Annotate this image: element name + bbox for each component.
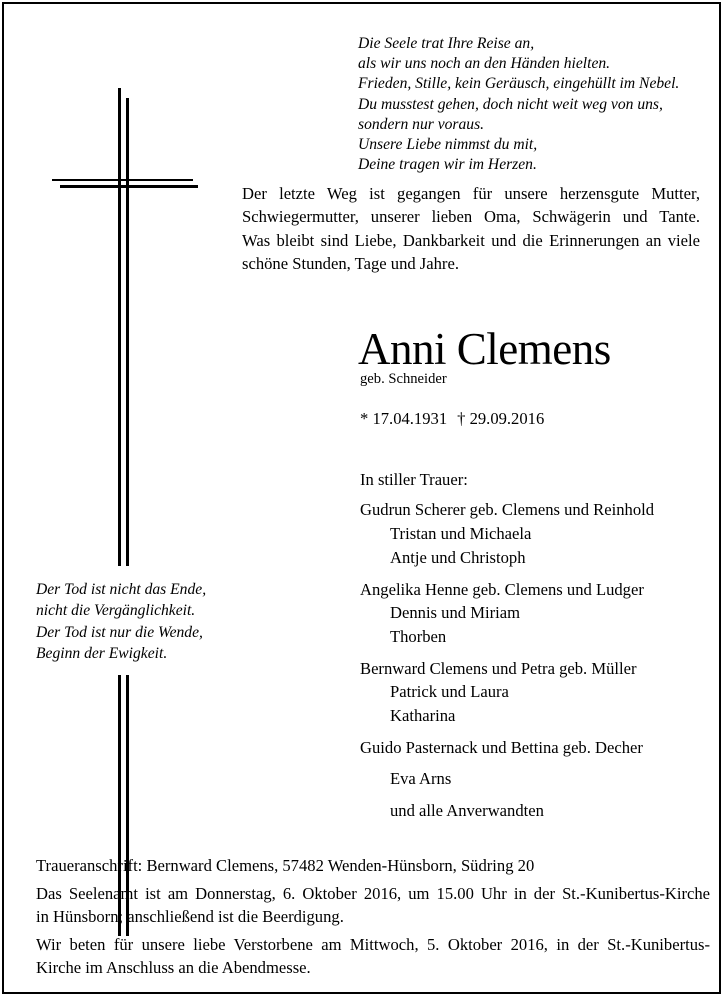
requiem-info — [36, 883, 710, 928]
deceased-name: Anni Clemens — [358, 324, 611, 374]
family-sub: Thorben — [390, 627, 447, 646]
poem-line: Die Seele trat Ihre Reise an, — [358, 35, 535, 52]
prayer-info — [36, 934, 710, 979]
poem-line: Deine tragen wir im Herzen. — [358, 156, 537, 174]
poem-line: sondern nur voraus. — [358, 115, 485, 133]
family-sub: Eva Arns — [390, 769, 452, 788]
poem-line: Unsere Liebe nimmst du mit, — [358, 136, 538, 154]
family-main: Guido Pasternack und Bettina geb. Decher — [360, 738, 643, 757]
poem-line: als wir uns noch an den Händen hielten. — [358, 55, 611, 73]
family-sub: Tristan und Michaela — [390, 524, 532, 543]
prayer-line: Kirche im Anschluss an die Abendmesse. — [36, 957, 311, 977]
intro-line: Der letzte Weg ist gegangen für unsere herzensgute Mutter, — [242, 184, 700, 203]
poem-line: Frieden, Stille, kein Geräusch, eingehüllt im Nebel. — [358, 75, 680, 93]
intro-line: schöne Stunden, Tage und Jahre. — [242, 254, 459, 274]
requiem-line: Das Seelenamt ist am Donnerstag, 6. Oktober 2016, um 15.00 Uhr in der St.-Kunibertus-Kirche — [36, 884, 710, 904]
family-sub: Katharina — [390, 706, 456, 725]
intro-line: Was bleibt sind Liebe, Dankbarkeit und die Erinnerungen an viele — [242, 230, 700, 250]
maiden-name: geb. Schneider — [360, 371, 447, 387]
quote — [36, 579, 206, 665]
quote-line: Der Tod ist nicht das Ende, — [36, 581, 207, 598]
family-main: Angelika Henne geb. Clemens und Ludger — [360, 580, 644, 599]
life-dates — [360, 409, 544, 429]
family-sub: Antje und Christoph — [390, 548, 526, 567]
poem — [358, 34, 679, 175]
death-date: † 29.09.2016 — [457, 409, 545, 428]
family-main: Bernward Clemens und Petra geb. Müller — [360, 659, 637, 678]
poem-line: Du musstest gehen, doch nicht weit weg von uns, — [358, 95, 663, 113]
family-main: Gudrun Scherer geb. Clemens und Reinhold — [360, 500, 655, 519]
intro-line: Schwiegermutter, unserer lieben Oma, Schwägerin und Tante. — [242, 207, 700, 227]
intro-paragraph — [242, 182, 700, 276]
family-sub: Patrick und Laura — [390, 682, 509, 701]
quote-line: nicht die Vergänglichkeit. — [36, 602, 196, 620]
prayer-line: Wir beten für unsere liebe Verstorbene am Mittwoch, 5. Oktober 2016, in der St.-Kunibertus- — [36, 935, 710, 955]
requiem-line: in Hünsborn; anschließend ist die Beerdigung. — [36, 906, 344, 926]
quote-line: Der Tod ist nur die Wende, — [36, 623, 203, 641]
family-sub: Dennis und Miriam — [390, 603, 520, 622]
family-sub: und alle Anverwandten — [390, 801, 544, 820]
birth-date: * 17.04.1931 — [360, 409, 448, 428]
footer — [36, 855, 710, 985]
mourners-heading: In stiller Trauer: — [360, 470, 468, 489]
quote-line: Beginn der Ewigkeit. — [36, 645, 168, 663]
mourning-address: Traueranschrift: Bernward Clemens, 57482 Wenden-Hünsborn, Südring 20 — [36, 856, 535, 875]
